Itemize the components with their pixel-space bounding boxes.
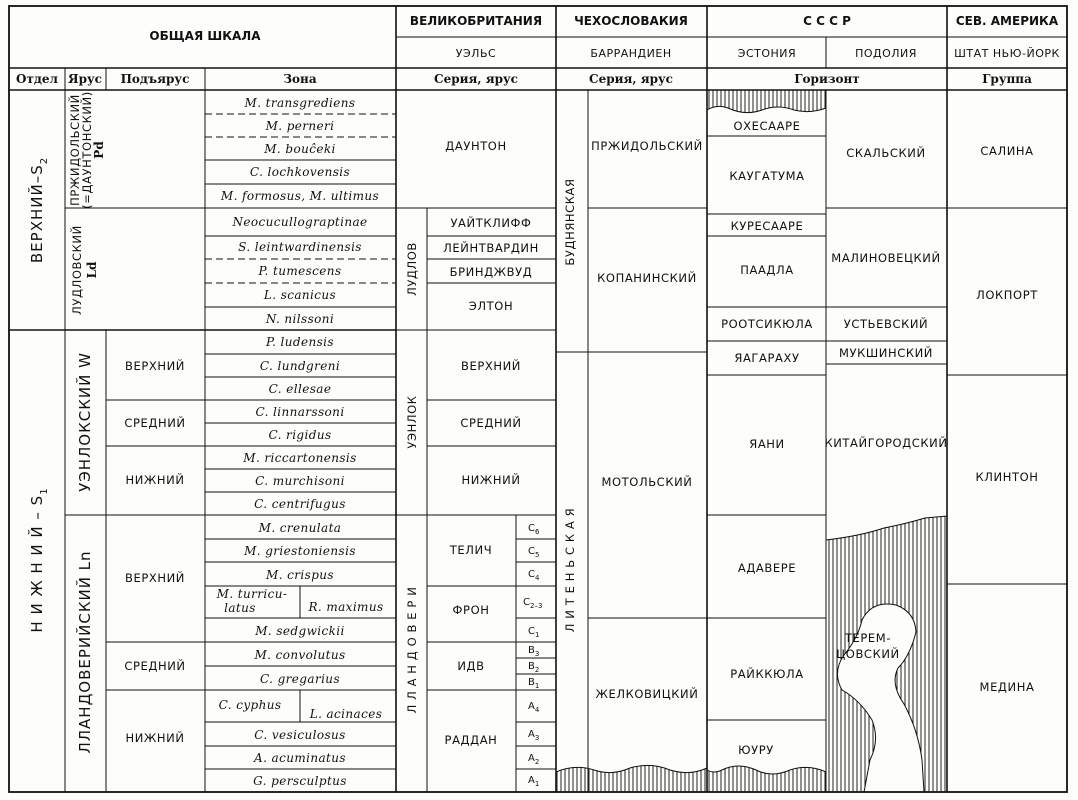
zone-murchisoni: C. murchisoni	[255, 474, 345, 488]
gb-whitecliffe: УАЙТКЛИФФ	[450, 216, 532, 230]
estonia-adavere: АДАВЕРЕ	[737, 561, 797, 575]
podolia-malinovtsy: МАЛИНОВЕЦКИЙ	[831, 251, 941, 265]
zone-vesiculosus: C. vesiculosus	[254, 728, 346, 742]
zone-linnarssoni: C. linnarssoni	[255, 405, 345, 419]
gb-w-upper: ВЕРХНИЙ	[460, 359, 522, 373]
gb-ludlow-series: ЛУДЛОВ	[405, 242, 419, 296]
otdel-lower: Н И Ж Н И Й – $S_1$	[28, 487, 50, 633]
estonia-rootsikula: РООТСИКЮЛА	[721, 317, 813, 331]
estonia-hatched-top	[707, 90, 826, 113]
zone-lochkovensis: C. lochkovensis	[249, 165, 351, 179]
podyarus-w-upper: ВЕРХНИЙ	[124, 359, 186, 373]
header-north-america: СЕВ. АМЕРИКА	[955, 14, 1059, 28]
gb-rhuddan: РАДДАН	[444, 733, 498, 747]
yarus-pridoli-3: Pd	[92, 141, 106, 159]
zone-acinaces: L. acinaces	[309, 707, 383, 721]
cz-zelkovice: ЖЕЛКОВИЦКИЙ	[595, 687, 699, 701]
gb-a1: $A_1$	[528, 775, 540, 788]
zone-lundgreni: C. lundgreni	[259, 359, 341, 373]
gb-c4: $C_4$	[528, 569, 540, 582]
zone-crispus: M. crispus	[266, 568, 334, 582]
zone-tumescens: P. tumescens	[258, 264, 342, 278]
col-series-gb: Серия, ярус	[434, 72, 518, 86]
estonia-hatched-base	[707, 766, 826, 792]
zone-crenulata: M. crenulata	[258, 521, 342, 535]
zone-perneri: M. perneri	[265, 119, 335, 133]
zone-leintwardinensis: S. leintwardinensis	[238, 240, 362, 254]
gb-wenlock-series: УЭНЛОК	[405, 395, 419, 449]
gb-idwian: ИДВ	[457, 659, 485, 673]
col-horizon: Горизонт	[794, 72, 860, 86]
yarus-wenlock: УЭНЛОКСКИЙ W	[76, 352, 94, 492]
header-podolia: ПОДОЛИЯ	[855, 47, 917, 60]
podyarus-l-upper: ВЕРХНИЙ	[124, 571, 186, 585]
col-group: Группа	[982, 72, 1032, 86]
gb-bringewood: БРИНДЖВУД	[449, 265, 533, 279]
zone-scanicus: L. scanicus	[263, 288, 337, 302]
col-otdel: Отдел	[16, 72, 58, 86]
zone-transgrediens: M. transgrediens	[244, 96, 356, 110]
gb-c1: $C_1$	[528, 626, 540, 639]
col-yarus: Ярус	[68, 72, 102, 86]
header-estonia: ЭСТОНИЯ	[737, 47, 797, 60]
zone-turriculatus-1: M. turricu-	[216, 587, 288, 601]
zone-boucecki: M. bouĉeki	[264, 142, 336, 156]
gb-c5: $C_5$	[528, 546, 540, 559]
zone-riccartonensis: M. riccartonensis	[243, 451, 357, 465]
gb-a2: $A_2$	[528, 753, 540, 766]
podolia-kitaigorod: КИТАЙГОРОДСКИЙ	[824, 436, 948, 450]
gb-b2: $B_2$	[528, 661, 540, 674]
col-podyarus: Подъярус	[120, 72, 190, 86]
estonia-kuressaare: КУРЕСААРЕ	[730, 219, 804, 233]
estonia-jaagarahu: ЯАГАРАХУ	[734, 351, 800, 365]
podyarus-l-middle: СРЕДНИЙ	[124, 659, 186, 673]
podyarus-w-middle: СРЕДНИЙ	[124, 416, 186, 430]
gb-a3: $A_3$	[528, 729, 540, 742]
podolia-mukshinsky: МУКШИНСКИЙ	[838, 346, 934, 360]
col-series-cz: Серия, ярус	[589, 72, 673, 86]
zone-turriculatus-2: latus	[224, 601, 256, 615]
zone-ellesae: C. ellesae	[268, 382, 332, 396]
zone-persculptus: G. persculptus	[253, 774, 347, 788]
na-clinton: КЛИНТОН	[975, 470, 1039, 484]
header-new-york: ШТАТ НЬЮ-ЙОРК	[954, 47, 1060, 60]
estonia-ohesaare: ОХЕСААРЕ	[733, 119, 801, 133]
zone-gregarius: C. gregarius	[260, 672, 340, 686]
header-ussr: С С С Р	[803, 14, 851, 28]
zone-ludensis: P. ludensis	[266, 335, 334, 349]
podyarus-l-lower: НИЖНИЙ	[125, 731, 185, 745]
na-column	[947, 144, 1067, 694]
gb-w-middle: СРЕДНИЙ	[460, 416, 522, 430]
cz-pridoli: ПРЖИДОЛЬСКИЙ	[591, 139, 703, 153]
gb-a4: $A_4$	[528, 701, 540, 714]
yarus-ludlow-1: ЛУДЛОВСКИЙ	[70, 225, 84, 315]
estonia-raikkula: РАЙККЮЛА	[730, 667, 804, 681]
podolia-terem-1: ТЕРЕМ-	[844, 631, 892, 645]
zone-labels	[216, 96, 384, 788]
gb-b1: $B_1$	[528, 677, 540, 690]
cz-kopanina: КОПАНИНСКИЙ	[597, 271, 697, 285]
zone-maximus: R. maximus	[308, 600, 384, 614]
na-salina: САЛИНА	[980, 144, 1034, 158]
col-zona: Зона	[283, 72, 317, 86]
podolia-skala: СКАЛЬСКИЙ	[846, 146, 926, 160]
zone-acuminatus: A. acuminatus	[254, 751, 346, 765]
zone-neocucullograptinae: Neocucullograptinae	[232, 215, 368, 229]
gb-elton: ЭЛТОН	[468, 299, 514, 313]
gb-b3: $B_3$	[528, 645, 540, 658]
cz-budnany: БУДНЯНСКАЯ	[563, 178, 577, 266]
gb-leintwardine: ЛЕЙНТВАРДИН	[443, 241, 539, 255]
header-general-scale: ОБЩАЯ ШКАЛА	[149, 29, 261, 43]
gb-c23: $C_{2-3}$	[523, 597, 543, 610]
zone-sedgwickii: M. sedgwickii	[255, 624, 345, 638]
na-medina: МЕДИНА	[979, 680, 1035, 694]
gb-llandovery-series: Л Л А Н Д О В Е Р И	[405, 586, 419, 714]
zone-griestoniensis: M. griestoniensis	[244, 544, 356, 558]
gb-w-lower: НИЖНИЙ	[461, 473, 521, 487]
podolia-ustye: УСТЬЕВСКИЙ	[843, 317, 929, 331]
na-lockport: ЛОКПОРТ	[976, 288, 1038, 302]
zone-centrifugus: C. centrifugus	[254, 497, 346, 511]
gb-downton: ДАУНТОН	[445, 139, 507, 153]
header-wales: УЭЛЬС	[455, 47, 497, 60]
gb-fron: ФРОН	[452, 603, 490, 617]
estonia-paadla: ПААДЛА	[740, 263, 794, 277]
cz-column	[556, 90, 707, 792]
cz-hatched-base	[556, 765, 707, 792]
zone-convolutus: M. convolutus	[254, 648, 346, 662]
yarus-pridoli-2: (=ДАУНТОНСКИЙ)	[80, 91, 94, 209]
ussr-column	[707, 90, 948, 792]
gb-telych: ТЕЛИЧ	[449, 543, 493, 557]
zone-formosus: M. formosus, M. ultimus	[220, 189, 380, 203]
estonia-kaugatuma: КАУГАТУМА	[729, 169, 805, 183]
header-barrandien: БАРРАНДИЕН	[590, 47, 672, 60]
zone-rigidus: C. rigidus	[268, 428, 332, 442]
estonia-jaani: ЯАНИ	[749, 437, 785, 451]
yarus-pridoli-1: ПРЖИДОЛЬСКИЙ	[68, 94, 82, 206]
gb-column	[396, 139, 556, 792]
otdel-upper: ВЕРХНИЙ–$S_2$	[28, 156, 50, 264]
podolia-terem-2: ЦОВСКИЙ	[836, 647, 900, 661]
yarus-llandovery: ЛЛАНДОВЕРИЙСКИЙ Ln	[76, 550, 94, 754]
yarus-ludlow-2: Ld	[85, 261, 99, 279]
cz-motol: МОТОЛЬСКИЙ	[601, 475, 693, 489]
estonia-juuru: ЮУРУ	[738, 743, 774, 757]
header-czechoslovakia: ЧЕХОСЛОВАКИЯ	[574, 14, 688, 28]
podyarus-w-lower: НИЖНИЙ	[125, 473, 185, 487]
header-great-britain: ВЕЛИКОБРИТАНИЯ	[409, 14, 543, 28]
zone-nilssoni: N. nilssoni	[265, 312, 335, 326]
cz-liten: Л И Т Е Н Ь С К А Я	[563, 507, 577, 633]
gb-c6: $C_6$	[528, 523, 540, 536]
zone-cyphus: C. cyphus	[218, 698, 282, 712]
